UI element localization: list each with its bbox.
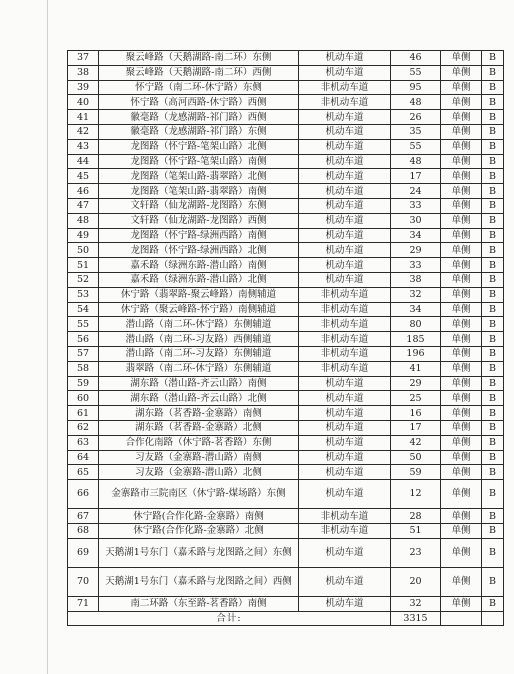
row-number-cell: 57	[68, 346, 99, 361]
road-section-cell: 休宁路（翡翠路-聚云峰路）南侧辅道	[99, 287, 299, 302]
lane-type-cell: 机动车道	[299, 450, 391, 465]
grade-cell: B	[482, 228, 504, 243]
space-count-cell: 33	[391, 258, 441, 273]
road-section-cell: 休宁路(合作化路-金寨路）北侧	[99, 523, 299, 538]
side-type-cell: 单侧	[441, 65, 482, 80]
road-section-cell: 文轩路（仙龙湖路-龙图路）西侧	[99, 213, 299, 228]
space-count-cell: 48	[391, 154, 441, 169]
lane-type-cell: 机动车道	[299, 376, 391, 391]
grade-cell: B	[482, 198, 504, 213]
lane-type-cell: 非机动车道	[299, 287, 391, 302]
side-type-cell: 单侧	[441, 198, 482, 213]
lane-type-cell: 非机动车道	[299, 523, 391, 538]
space-count-cell: 196	[391, 346, 441, 361]
grade-cell: B	[482, 287, 504, 302]
row-number-cell: 65	[68, 465, 99, 480]
grade-cell: B	[482, 406, 504, 421]
row-number-cell: 61	[68, 406, 99, 421]
road-section-cell: 龙图路（怀宁路-笔架山路）北侧	[99, 139, 299, 154]
grade-cell: B	[482, 346, 504, 361]
space-count-cell: 24	[391, 184, 441, 199]
lane-type-cell: 机动车道	[299, 65, 391, 80]
row-number-cell: 66	[68, 480, 99, 509]
space-count-cell: 23	[391, 538, 441, 567]
table-row	[68, 465, 504, 480]
side-type-cell: 单侧	[441, 139, 482, 154]
space-count-cell: 29	[391, 243, 441, 258]
grade-cell: B	[482, 80, 504, 95]
row-number-cell: 71	[68, 596, 99, 611]
side-type-cell: 单侧	[441, 450, 482, 465]
road-section-cell: 龙图路（怀宁路-笔架山路）南侧	[99, 154, 299, 169]
lane-type-cell: 非机动车道	[299, 80, 391, 95]
lane-type-cell: 机动车道	[299, 154, 391, 169]
row-number-cell: 37	[68, 51, 99, 66]
table-row	[68, 169, 504, 184]
side-type-cell: 单侧	[441, 596, 482, 611]
side-type-cell: 单侧	[441, 228, 482, 243]
space-count-cell: 16	[391, 406, 441, 421]
side-type-cell: 单侧	[441, 509, 482, 524]
side-type-cell: 单侧	[441, 169, 482, 184]
table-row	[68, 317, 504, 332]
row-number-cell: 53	[68, 287, 99, 302]
total-value: 3315	[391, 611, 441, 626]
road-section-cell: 文轩路（仙龙湖路-龙图路）东侧	[99, 198, 299, 213]
grade-cell: B	[482, 435, 504, 450]
space-count-cell: 55	[391, 139, 441, 154]
side-type-cell: 单侧	[441, 361, 482, 376]
grade-cell: B	[482, 258, 504, 273]
table-row	[68, 287, 504, 302]
table-row	[68, 567, 504, 596]
side-type-cell: 单侧	[441, 406, 482, 421]
space-count-cell: 38	[391, 272, 441, 287]
lane-type-cell: 机动车道	[299, 567, 391, 596]
table-row	[68, 450, 504, 465]
space-count-cell: 46	[391, 51, 441, 66]
space-count-cell: 25	[391, 391, 441, 406]
side-type-cell: 单侧	[441, 51, 482, 66]
row-number-cell: 69	[68, 538, 99, 567]
side-type-cell: 单侧	[441, 95, 482, 110]
grade-cell: B	[482, 95, 504, 110]
side-type-cell: 单侧	[441, 538, 482, 567]
side-type-cell: 单侧	[441, 287, 482, 302]
row-number-cell: 42	[68, 124, 99, 139]
road-section-cell: 徽毫路（龙感湖路-祁门路）东侧	[99, 124, 299, 139]
road-section-cell: 合作化南路（休宁路-茗香路）东侧	[99, 435, 299, 450]
space-count-cell: 32	[391, 596, 441, 611]
row-number-cell: 54	[68, 302, 99, 317]
table-row	[68, 272, 504, 287]
grade-cell: B	[482, 243, 504, 258]
row-number-cell: 44	[68, 154, 99, 169]
space-count-cell: 12	[391, 480, 441, 509]
space-count-cell: 41	[391, 361, 441, 376]
side-type-cell: 单侧	[441, 376, 482, 391]
lane-type-cell: 机动车道	[299, 213, 391, 228]
table-row	[68, 346, 504, 361]
side-type-cell: 单侧	[441, 332, 482, 347]
side-type-cell: 单侧	[441, 154, 482, 169]
lane-type-cell: 机动车道	[299, 124, 391, 139]
space-count-cell: 185	[391, 332, 441, 347]
grade-cell: B	[482, 169, 504, 184]
lane-type-cell: 非机动车道	[299, 346, 391, 361]
side-type-cell: 单侧	[441, 480, 482, 509]
space-count-cell: 42	[391, 435, 441, 450]
grade-cell: B	[482, 154, 504, 169]
table-row	[68, 435, 504, 450]
road-section-cell: 怀宁路（南二环-休宁路）东侧	[99, 80, 299, 95]
road-section-cell: 休宁路（聚云峰路-怀宁路）南侧辅道	[99, 302, 299, 317]
table-row	[68, 95, 504, 110]
side-type-cell: 单侧	[441, 465, 482, 480]
lane-type-cell: 机动车道	[299, 435, 391, 450]
space-count-cell: 59	[391, 465, 441, 480]
lane-type-cell: 机动车道	[299, 258, 391, 273]
lane-type-cell: 机动车道	[299, 272, 391, 287]
table-row	[68, 361, 504, 376]
road-section-cell: 徽毫路（龙感湖路-祁门路）西侧	[99, 110, 299, 125]
row-number-cell: 68	[68, 523, 99, 538]
road-section-cell: 怀宁路（高河西路-休宁路）西侧	[99, 95, 299, 110]
table-row	[68, 596, 504, 611]
road-section-cell: 湖东路（茗香路-金寨路）南侧	[99, 406, 299, 421]
grade-cell: B	[482, 317, 504, 332]
road-section-cell: 聚云峰路（天鹅湖路-南二环）西侧	[99, 65, 299, 80]
space-count-cell: 34	[391, 302, 441, 317]
table-row	[68, 139, 504, 154]
grade-cell: B	[482, 420, 504, 435]
space-count-cell: 17	[391, 420, 441, 435]
space-count-cell: 80	[391, 317, 441, 332]
side-type-cell: 单侧	[441, 435, 482, 450]
table-row	[68, 243, 504, 258]
row-number-cell: 50	[68, 243, 99, 258]
grade-cell: B	[482, 51, 504, 66]
grade-cell: B	[482, 65, 504, 80]
road-section-cell: 休宁路(合作化路-金寨路）南侧	[99, 509, 299, 524]
table-row	[68, 391, 504, 406]
table-row	[68, 198, 504, 213]
lane-type-cell: 机动车道	[299, 139, 391, 154]
row-number-cell: 40	[68, 95, 99, 110]
grade-cell: B	[482, 139, 504, 154]
total-empty-cell	[441, 611, 482, 626]
row-number-cell: 59	[68, 376, 99, 391]
lane-type-cell: 机动车道	[299, 538, 391, 567]
table-row	[68, 65, 504, 80]
row-number-cell: 64	[68, 450, 99, 465]
side-type-cell: 单侧	[441, 523, 482, 538]
road-section-cell: 潜山路（南二环-休宁路）东侧辅道	[99, 317, 299, 332]
road-section-cell: 龙图路（笔架山路-翡翠路）南侧	[99, 184, 299, 199]
table-row	[68, 213, 504, 228]
table-row	[68, 509, 504, 524]
row-number-cell: 43	[68, 139, 99, 154]
row-number-cell: 45	[68, 169, 99, 184]
grade-cell: B	[482, 272, 504, 287]
lane-type-cell: 机动车道	[299, 169, 391, 184]
table-row	[68, 523, 504, 538]
lane-type-cell: 机动车道	[299, 391, 391, 406]
grade-cell: B	[482, 376, 504, 391]
grade-cell: B	[482, 523, 504, 538]
side-type-cell: 单侧	[441, 346, 482, 361]
space-count-cell: 32	[391, 287, 441, 302]
grade-cell: B	[482, 567, 504, 596]
row-number-cell: 38	[68, 65, 99, 80]
row-number-cell: 52	[68, 272, 99, 287]
lane-type-cell: 非机动车道	[299, 332, 391, 347]
row-number-cell: 67	[68, 509, 99, 524]
row-number-cell: 55	[68, 317, 99, 332]
lane-type-cell: 机动车道	[299, 110, 391, 125]
road-section-cell: 习友路（金寨路-潜山路）北侧	[99, 465, 299, 480]
lane-type-cell: 机动车道	[299, 596, 391, 611]
table-row	[68, 258, 504, 273]
space-count-cell: 28	[391, 509, 441, 524]
grade-cell: B	[482, 391, 504, 406]
parking-table	[67, 50, 504, 626]
grade-cell: B	[482, 480, 504, 509]
road-section-cell: 龙图路（笔架山路-翡翠路）北侧	[99, 169, 299, 184]
space-count-cell: 33	[391, 198, 441, 213]
side-type-cell: 单侧	[441, 302, 482, 317]
table-row	[68, 480, 504, 509]
space-count-cell: 55	[391, 65, 441, 80]
grade-cell: B	[482, 110, 504, 125]
lane-type-cell: 机动车道	[299, 406, 391, 421]
road-section-cell: 天鹅湖1号东门（嘉禾路与龙图路之间）西侧	[99, 567, 299, 596]
side-type-cell: 单侧	[441, 124, 482, 139]
space-count-cell: 29	[391, 376, 441, 391]
table-row	[68, 124, 504, 139]
side-type-cell: 单侧	[441, 317, 482, 332]
lane-type-cell: 非机动车道	[299, 302, 391, 317]
side-type-cell: 单侧	[441, 110, 482, 125]
space-count-cell: 30	[391, 213, 441, 228]
total-empty-cell	[482, 611, 504, 626]
grade-cell: B	[482, 332, 504, 347]
table-row	[68, 80, 504, 95]
lane-type-cell: 机动车道	[299, 198, 391, 213]
road-section-cell: 潜山路（南二环-习友路）西侧辅道	[99, 332, 299, 347]
table-row	[68, 376, 504, 391]
road-section-cell: 潜山路（南二环-习友路）东侧辅道	[99, 346, 299, 361]
grade-cell: B	[482, 213, 504, 228]
row-number-cell: 58	[68, 361, 99, 376]
space-count-cell: 48	[391, 95, 441, 110]
road-section-cell: 湖东路（茗香路-金寨路）北侧	[99, 420, 299, 435]
row-number-cell: 41	[68, 110, 99, 125]
table-row	[68, 184, 504, 199]
table-row	[68, 228, 504, 243]
grade-cell: B	[482, 124, 504, 139]
space-count-cell: 34	[391, 228, 441, 243]
grade-cell: B	[482, 450, 504, 465]
road-section-cell: 天鹅湖1号东门（嘉禾路与龙图路之间）东侧	[99, 538, 299, 567]
side-type-cell: 单侧	[441, 213, 482, 228]
side-type-cell: 单侧	[441, 272, 482, 287]
lane-type-cell: 机动车道	[299, 420, 391, 435]
lane-type-cell: 非机动车道	[299, 361, 391, 376]
space-count-cell: 35	[391, 124, 441, 139]
side-type-cell: 单侧	[441, 80, 482, 95]
side-type-cell: 单侧	[441, 391, 482, 406]
side-type-cell: 单侧	[441, 184, 482, 199]
table-body	[68, 51, 504, 612]
lane-type-cell: 非机动车道	[299, 95, 391, 110]
lane-type-cell: 机动车道	[299, 480, 391, 509]
grade-cell: B	[482, 596, 504, 611]
lane-type-cell: 非机动车道	[299, 509, 391, 524]
total-row	[68, 611, 504, 626]
road-section-cell: 习友路（金寨路-潜山路）南侧	[99, 450, 299, 465]
row-number-cell: 63	[68, 435, 99, 450]
side-type-cell: 单侧	[441, 420, 482, 435]
table-row	[68, 332, 504, 347]
table-row	[68, 538, 504, 567]
row-number-cell: 51	[68, 258, 99, 273]
lane-type-cell: 机动车道	[299, 243, 391, 258]
road-section-cell: 聚云峰路（天鹅湖路-南二环）东侧	[99, 51, 299, 66]
side-type-cell: 单侧	[441, 258, 482, 273]
table-row	[68, 154, 504, 169]
space-count-cell: 50	[391, 450, 441, 465]
grade-cell: B	[482, 509, 504, 524]
row-number-cell: 70	[68, 567, 99, 596]
grade-cell: B	[482, 302, 504, 317]
road-section-cell: 金寨路市三院南区（休宁路-煤场路）东侧	[99, 480, 299, 509]
row-number-cell: 49	[68, 228, 99, 243]
side-type-cell: 单侧	[441, 567, 482, 596]
lane-type-cell: 机动车道	[299, 465, 391, 480]
binding-margin-line	[47, 0, 48, 674]
grade-cell: B	[482, 184, 504, 199]
space-count-cell: 17	[391, 169, 441, 184]
road-section-cell: 龙图路（怀宁路-绿洲西路）北侧	[99, 243, 299, 258]
lane-type-cell: 机动车道	[299, 228, 391, 243]
table-row	[68, 51, 504, 66]
total-label: 合计:	[68, 611, 391, 626]
row-number-cell: 62	[68, 420, 99, 435]
road-section-cell: 湖东路（潜山路-齐云山路）南侧	[99, 376, 299, 391]
road-section-cell: 龙图路（怀宁路-绿洲西路）南侧	[99, 228, 299, 243]
space-count-cell: 20	[391, 567, 441, 596]
row-number-cell: 56	[68, 332, 99, 347]
row-number-cell: 39	[68, 80, 99, 95]
road-section-cell: 南二环路（东至路-茗香路）南侧	[99, 596, 299, 611]
lane-type-cell: 机动车道	[299, 51, 391, 66]
grade-cell: B	[482, 361, 504, 376]
grade-cell: B	[482, 538, 504, 567]
lane-type-cell: 机动车道	[299, 184, 391, 199]
lane-type-cell: 非机动车道	[299, 317, 391, 332]
row-number-cell: 48	[68, 213, 99, 228]
table-row	[68, 420, 504, 435]
grade-cell: B	[482, 465, 504, 480]
row-number-cell: 46	[68, 184, 99, 199]
road-section-cell: 湖东路（潜山路-齐云山路）北侧	[99, 391, 299, 406]
space-count-cell: 51	[391, 523, 441, 538]
road-section-cell: 嘉禾路（绿洲东路-潜山路）北侧	[99, 272, 299, 287]
side-type-cell: 单侧	[441, 243, 482, 258]
row-number-cell: 60	[68, 391, 99, 406]
table-row	[68, 302, 504, 317]
row-number-cell: 47	[68, 198, 99, 213]
road-section-cell: 翡翠路（南二环-休宁路）东侧辅道	[99, 361, 299, 376]
space-count-cell: 95	[391, 80, 441, 95]
space-count-cell: 26	[391, 110, 441, 125]
road-section-cell: 嘉禾路（绿洲东路-潜山路）南侧	[99, 258, 299, 273]
table-row	[68, 406, 504, 421]
table-row	[68, 110, 504, 125]
